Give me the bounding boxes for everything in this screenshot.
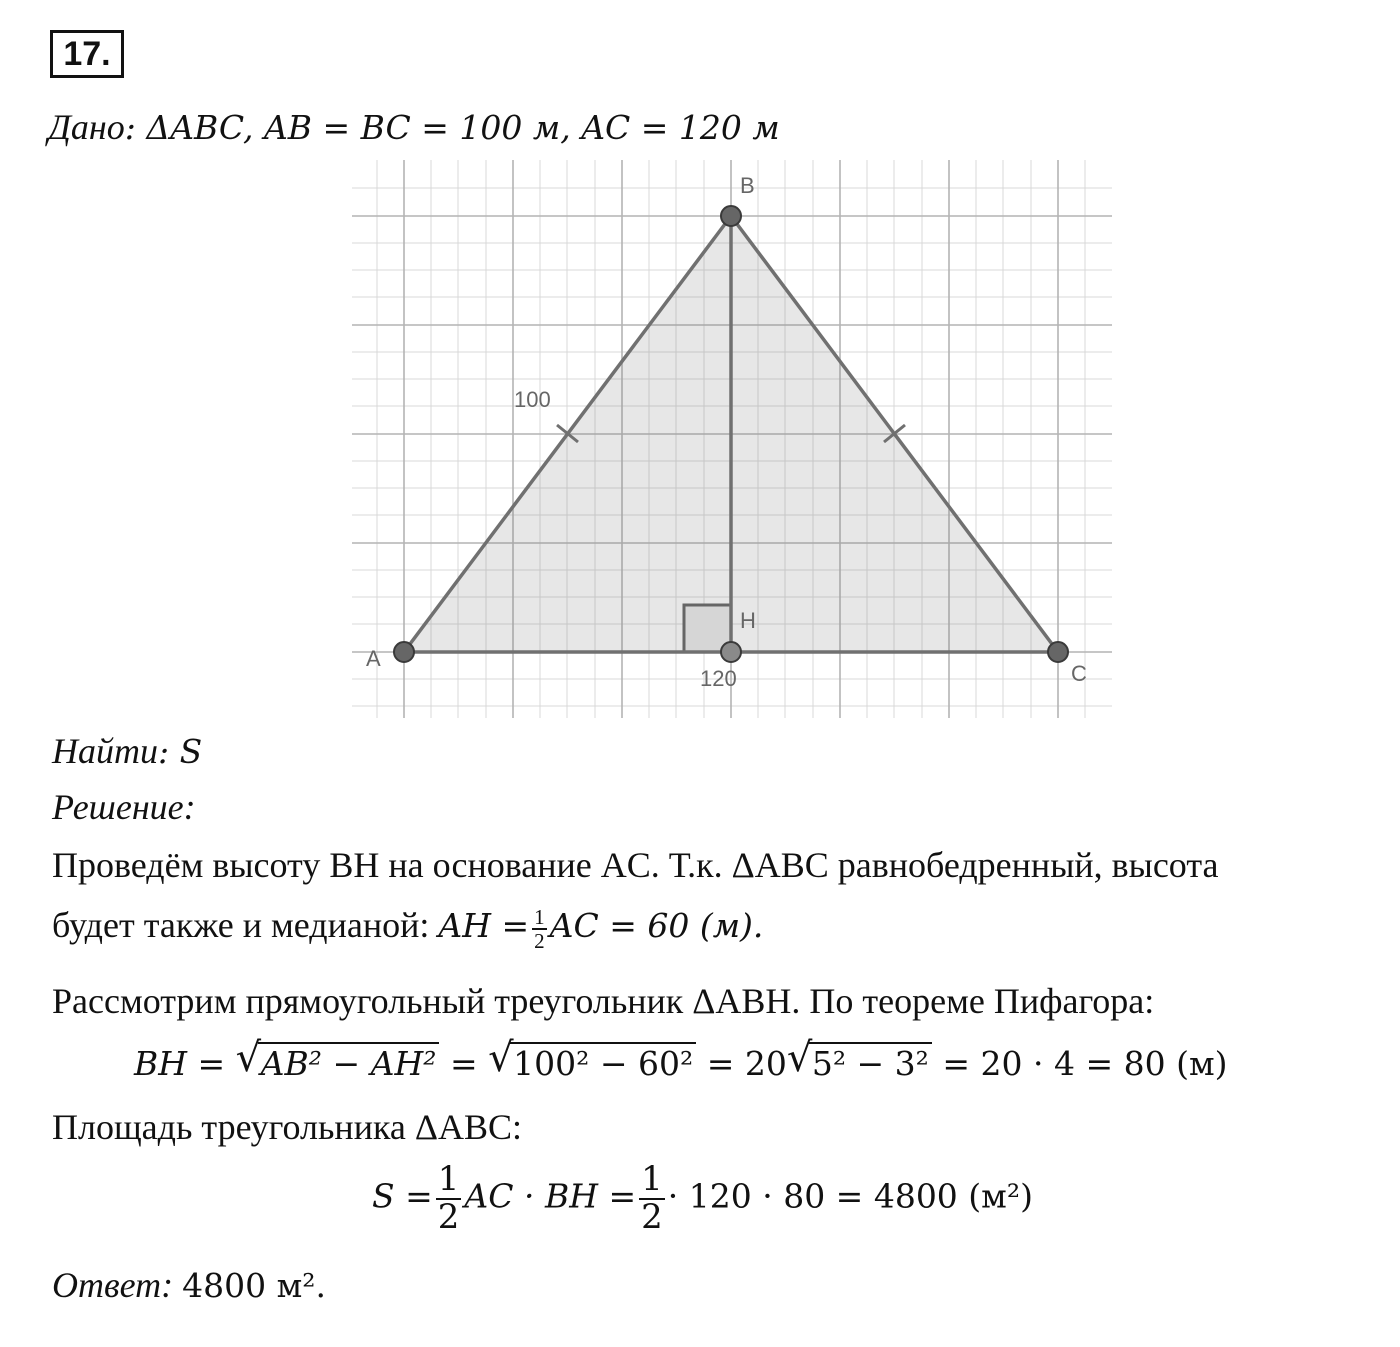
fraction-numerator: 1 (534, 904, 545, 929)
eq-bh-tail: = 20 · 4 = 80 (м) (942, 1044, 1228, 1083)
label-h: H (740, 608, 756, 633)
given-label: Дано (48, 107, 125, 147)
sqrt-5-3-body: 5² − 3² (809, 1042, 932, 1083)
sqrt-ab-ah: √ AB² − AH² (236, 1044, 440, 1083)
label-b: B (740, 173, 755, 198)
solution-line-1: Проведём высоту BH на основание AC. Т.к. ΔABC равнобедренный, высота (52, 845, 1219, 885)
answer-label: Ответ: (52, 1265, 174, 1305)
sqrt-100-60-body: 100² − 60² (510, 1042, 696, 1083)
find-value: : S (158, 732, 203, 771)
given-text: : ΔABC, AB = BC = 100 м, AC = 120 м (124, 108, 780, 147)
solution-label: Решение: (52, 787, 196, 827)
find-line (52, 730, 202, 772)
eq-s-tail: · 120 · 80 = 4800 (м²) (667, 1176, 1033, 1216)
point-a (394, 642, 414, 662)
eq-bh-lhs: BH = (134, 1044, 226, 1083)
equation-bh (134, 1035, 1228, 1083)
sqrt-ab-ah-body: AB² − AH² (258, 1042, 440, 1083)
solution-line-3: Рассмотрим прямоугольный треугольник ΔABH. По теореме Пифагора: (52, 981, 1155, 1021)
point-h (721, 642, 741, 662)
problem-number: 17. (50, 30, 124, 78)
triangle-figure (352, 160, 1114, 718)
eq-bh-eq2: = 20 (706, 1044, 787, 1083)
solution-line-2 (52, 904, 763, 952)
answer-value: 4800 м². (182, 1266, 326, 1305)
answer-line (52, 1264, 326, 1306)
solution-line-2-lhs: AH = (438, 906, 530, 945)
given-line (48, 106, 780, 148)
fraction-half-2 (639, 1159, 665, 1237)
fraction-denominator: 2 (534, 928, 545, 953)
label-c: C (1071, 661, 1087, 686)
sqrt-100-60: √ 100² − 60² (488, 1044, 696, 1083)
find-label: Найти (52, 731, 158, 771)
label-a: A (366, 646, 381, 671)
fraction-2-numerator: 1 (641, 1159, 663, 1199)
fraction-2-denominator: 2 (641, 1196, 663, 1237)
solution-line-2-text: будет также и медианой: (52, 905, 439, 945)
area-label: Площадь треугольника ΔABC: (52, 1107, 523, 1147)
fraction-half (532, 906, 547, 952)
eq-bh-eq1: = (449, 1044, 478, 1083)
fraction-half-1 (436, 1159, 462, 1237)
solution-line-2-rhs: AC = 60 (м). (549, 906, 764, 945)
point-c (1048, 642, 1068, 662)
point-b (721, 206, 741, 226)
label-side-ab: 100 (514, 387, 551, 412)
fraction-1-denominator: 2 (437, 1196, 460, 1237)
sqrt-5-3: √ 5² − 3² (787, 1044, 932, 1083)
eq-s-lhs: S = (372, 1176, 433, 1216)
equation-area (372, 1159, 1033, 1237)
label-side-ac: 120 (700, 666, 737, 691)
eq-s-mid: AC · BH = (464, 1176, 637, 1216)
fraction-1-numerator: 1 (437, 1159, 460, 1199)
